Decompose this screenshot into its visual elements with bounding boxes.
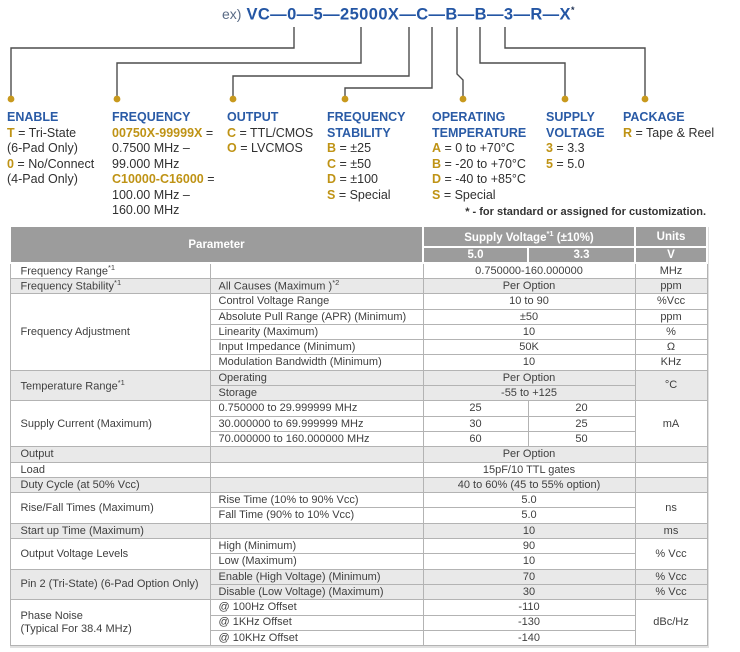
value-5v: 30	[423, 416, 528, 431]
tree-dot-supply-voltage	[562, 96, 569, 103]
value-cell: 30	[423, 584, 635, 599]
sub-param: Operating	[210, 370, 423, 385]
tree-dot-package	[642, 96, 649, 103]
sub-param	[210, 447, 423, 462]
value-5v: 60	[423, 431, 528, 446]
sub-param: 30.000000 to 69.999999 MHz	[210, 416, 423, 431]
value-cell: 0.750000-160.000000	[423, 263, 635, 278]
table-row	[10, 447, 707, 462]
legend-enable	[7, 110, 94, 188]
legend-item: 5 = 5.0	[546, 156, 585, 171]
unit-cell: ppm	[635, 309, 707, 324]
sub-param: Absolute Pull Range (APR) (Minimum)	[210, 309, 423, 324]
legend-operating-temperature	[432, 110, 526, 203]
value-cell: 10	[423, 523, 635, 538]
unit-cell: MHz	[635, 263, 707, 278]
value-cell: 15pF/10 TTL gates	[423, 462, 635, 477]
legend-item: 0 = No/Connect	[7, 156, 95, 171]
sub-param: All Causes (Maximum )$^{*2}$	[210, 278, 423, 293]
unit-cell: Ω	[635, 340, 707, 355]
value-cell: 10	[423, 355, 635, 370]
table-row	[10, 539, 707, 554]
param-supply-current: Supply Current (Maximum)	[10, 401, 210, 447]
sub-param: High (Minimum)	[210, 539, 423, 554]
legend-package-title: PACKAGE	[623, 110, 685, 124]
tree-dot-frequency	[114, 96, 121, 103]
sub-param	[210, 462, 423, 477]
value-3v3: 25	[528, 416, 635, 431]
table-row	[10, 523, 707, 538]
table-row	[10, 462, 707, 477]
legend-enable-title: ENABLE	[7, 110, 59, 124]
param-load: Load	[10, 462, 210, 477]
header-units-v: V	[635, 247, 707, 263]
tree-line-operating-temperature	[457, 27, 463, 96]
legend-item: (6-Pad Only)	[7, 141, 78, 155]
legend-item: A = 0 to +70°C	[432, 141, 515, 155]
param-duty-cycle: Duty Cycle (at 50% Vcc)	[10, 477, 210, 492]
param-rise-fall-times: Rise/Fall Times (Maximum)	[10, 493, 210, 524]
value-3v3: 20	[528, 401, 635, 416]
sub-param: 0.750000 to 29.999999 MHz	[210, 401, 423, 416]
table-row	[10, 278, 707, 293]
sub-param: Storage	[210, 386, 423, 401]
table-row	[10, 263, 707, 278]
value-3v3: 50	[528, 431, 635, 446]
part-number-example: VC—0—5—25000X—C—B—B—3—R—X	[246, 5, 571, 24]
param-startup-time: Start up Time (Maximum)	[10, 523, 210, 538]
sub-param	[210, 477, 423, 492]
value-cell: -55 to +125	[423, 386, 635, 401]
legend-item: C = ±50	[327, 156, 372, 171]
specification-table	[9, 225, 708, 646]
legend-item: D = ±100	[327, 172, 378, 186]
table-row	[10, 569, 707, 584]
table-row	[10, 294, 707, 309]
value-cell: 10 to 90	[423, 294, 635, 309]
sub-param: Input Impedance (Minimum)	[210, 340, 423, 355]
table-row	[10, 600, 707, 615]
sub-param: @ 1KHz Offset	[210, 615, 423, 630]
ordering-code-tree	[0, 0, 740, 106]
sub-param: Low (Maximum)	[210, 554, 423, 569]
legend-item: S = Special	[327, 187, 391, 202]
legend-item: D = -40 to +85°C	[432, 172, 526, 186]
legend-item: 99.000 MHz	[112, 156, 180, 171]
tree-dot-frequency-stability	[342, 96, 349, 103]
legend-supply-voltage	[546, 110, 605, 172]
legend-frequency	[112, 110, 215, 219]
legend-frequency-stability-title: FREQUENCY	[327, 110, 406, 124]
tree-dot-output	[230, 96, 237, 103]
unit-cell: ppm	[635, 278, 707, 293]
tree-line-enable	[11, 27, 294, 96]
legend-item: 100.00 MHz –	[112, 187, 190, 202]
sub-param: Control Voltage Range	[210, 294, 423, 309]
value-cell: 50K	[423, 340, 635, 355]
legend-item: T = Tri-State	[7, 125, 77, 140]
param-frequency-adjustment: Frequency Adjustment	[10, 294, 210, 370]
unit-cell: °C	[635, 370, 707, 401]
value-cell: 5.0	[423, 493, 635, 508]
table-row	[10, 477, 707, 492]
unit-cell: %Vcc	[635, 294, 707, 309]
unit-cell	[635, 462, 707, 477]
tree-dot-enable	[8, 96, 15, 103]
param-pin2-tristate: Pin 2 (Tri-State) (6-Pad Option Only)	[10, 569, 210, 600]
table-row	[10, 401, 707, 416]
legend-item: (4-Pad Only)	[7, 172, 78, 186]
value-cell: -130	[423, 615, 635, 630]
param-output: Output	[10, 447, 210, 462]
legend-frequency-title: FREQUENCY	[112, 110, 191, 124]
value-cell: Per Option	[423, 278, 635, 293]
unit-cell	[635, 477, 707, 492]
legend-item: R = Tape & Reel	[623, 125, 715, 140]
legend-operating-temperature-title-2: TEMPERATURE	[432, 125, 527, 140]
unit-cell: ns	[635, 493, 707, 524]
value-cell: 10	[423, 324, 635, 339]
value-cell: 40 to 60% (45 to 55% option)	[423, 477, 635, 492]
legend-output	[227, 110, 313, 157]
legend-item: 160.00 MHz	[112, 203, 180, 217]
param-temperature-range: Temperature Range$^{*1}$	[10, 370, 210, 401]
sub-param: Modulation Bandwidth (Minimum)	[210, 355, 423, 370]
legend-item: C10000-C16000 =	[112, 172, 215, 186]
unit-cell: mA	[635, 401, 707, 447]
legend-item: 00750X-99999X =	[112, 125, 214, 140]
sub-param: 70.000000 to 160.000000 MHz	[210, 431, 423, 446]
legend-item: S = Special	[432, 187, 496, 202]
tree-line-frequency	[117, 27, 361, 96]
legend-item: 3 = 3.3	[546, 141, 585, 155]
value-cell: 90	[423, 539, 635, 554]
legend-item: B = ±25	[327, 141, 372, 155]
value-cell: 70	[423, 569, 635, 584]
unit-cell: % Vcc	[635, 569, 707, 584]
sub-param: Linearity (Maximum)	[210, 324, 423, 339]
legend-supply-voltage-title-2: VOLTAGE	[546, 125, 605, 140]
value-cell: -140	[423, 630, 635, 645]
legend-frequency-stability	[327, 110, 405, 203]
legend-item: 0.7500 MHz –	[112, 141, 190, 155]
param-frequency-stability: Frequency Stability$^{*1}$	[10, 278, 210, 293]
unit-cell: dBc/Hz	[635, 600, 707, 646]
tree-line-package	[505, 27, 645, 96]
tree-line-supply-voltage	[480, 27, 565, 96]
unit-cell: ms	[635, 523, 707, 538]
sub-param: Rise Time (10% to 90% Vcc)	[210, 493, 423, 508]
value-cell: -110	[423, 600, 635, 615]
legend-operating-temperature-title: OPERATING	[432, 110, 506, 124]
value-cell: ±50	[423, 309, 635, 324]
legend-output-title: OUTPUT	[227, 110, 279, 124]
value-cell: Per Option	[423, 447, 635, 462]
param-output-voltage-levels: Output Voltage Levels	[10, 539, 210, 570]
legend-package	[623, 110, 714, 141]
part-number-footnote-marker: *	[570, 5, 575, 15]
value-cell: 5.0	[423, 508, 635, 523]
example-prefix: ex)	[222, 6, 242, 23]
header-parameter: Parameter	[10, 226, 423, 263]
table-row	[10, 370, 707, 385]
sub-param: Enable (High Voltage) (Minimum)	[210, 569, 423, 584]
header-3v3: 3.3	[528, 247, 635, 263]
unit-cell: % Vcc	[635, 539, 707, 570]
unit-cell	[635, 447, 707, 462]
legend-item: C = TTL/CMOS	[227, 125, 314, 140]
unit-cell: % Vcc	[635, 584, 707, 599]
legend-item: B = -20 to +70°C	[432, 156, 526, 171]
value-5v: 25	[423, 401, 528, 416]
sub-param	[210, 263, 423, 278]
sub-param: @ 10KHz Offset	[210, 630, 423, 645]
value-cell: 10	[423, 554, 635, 569]
legend-frequency-stability-title-2: STABILITY	[327, 125, 391, 140]
unit-cell: KHz	[635, 355, 707, 370]
header-units: Units	[635, 226, 707, 247]
sub-param: @ 100Hz Offset	[210, 600, 423, 615]
header-supply-voltage: Supply Voltage$^{*1}$ (±10%)	[423, 226, 635, 247]
tree-line-output	[233, 27, 409, 96]
param-phase-noise: Phase Noise (Typical For 38.4 MHz)	[10, 600, 210, 646]
legend-supply-voltage-title: SUPPLY	[546, 110, 595, 124]
sub-param: Disable (Low Voltage) (Maximum)	[210, 584, 423, 599]
unit-cell: %	[635, 324, 707, 339]
param-frequency-range: Frequency Range$^{*1}$	[10, 263, 210, 278]
sub-param: Fall Time (90% to 10% Vcc)	[210, 508, 423, 523]
legend-item: O = LVCMOS	[227, 141, 303, 155]
value-cell: Per Option	[423, 370, 635, 385]
header-5v: 5.0	[423, 247, 528, 263]
customization-footnote: * - for standard or assigned for customization.	[465, 206, 706, 218]
tree-line-frequency-stability	[345, 27, 432, 96]
sub-param	[210, 523, 423, 538]
tree-dot-operating-temperature	[460, 96, 467, 103]
table-row	[10, 493, 707, 508]
